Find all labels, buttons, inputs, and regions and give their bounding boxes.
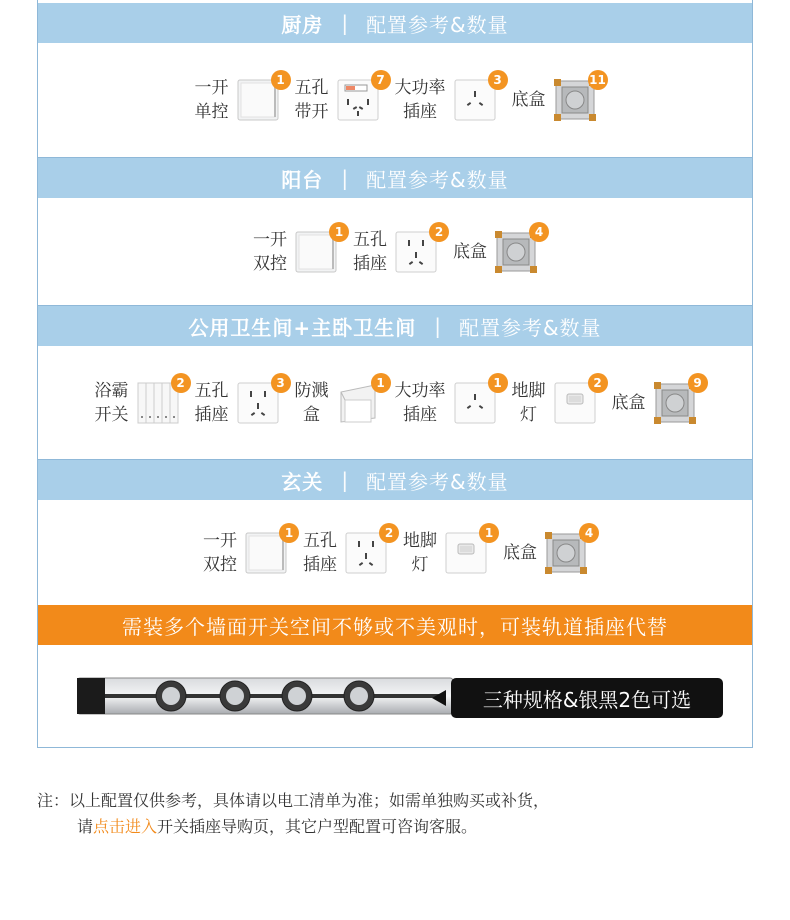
count-badge: 1	[271, 70, 291, 90]
section-body-kitchen	[38, 43, 752, 158]
section-body-entrance	[38, 500, 752, 605]
socket5-icon	[395, 224, 444, 273]
switch-icon	[237, 73, 285, 121]
section-body-bathroom	[38, 346, 752, 460]
config-item	[194, 375, 285, 427]
item-label: 一开 双控	[203, 530, 237, 575]
config-item	[294, 73, 385, 124]
divider: |	[434, 314, 441, 338]
config-item	[611, 375, 702, 424]
item-label: 五孔 插座	[194, 380, 229, 425]
count-badge: 2	[171, 373, 191, 393]
box-icon	[654, 375, 702, 424]
item-label: 地脚 灯	[403, 530, 437, 575]
item-label: 一开 双控	[253, 229, 287, 274]
item-label: 防溅 盒	[294, 380, 329, 425]
count-badge: 4	[579, 523, 599, 543]
item-row	[38, 43, 752, 157]
track-socket-banner: 需装多个墙面开关空间不够或不美观时，可装轨道插座代替	[38, 605, 752, 645]
bath-icon	[137, 375, 185, 424]
socket-switch-icon	[337, 73, 385, 121]
socket5-icon	[345, 525, 394, 574]
config-item	[94, 375, 185, 427]
count-badge: 1	[279, 523, 299, 543]
box-icon	[554, 73, 606, 121]
section-subtitle: 配置参考&数量	[458, 315, 602, 340]
section-body-balcony	[38, 198, 752, 306]
note-prefix: 请	[77, 817, 94, 836]
section-subtitle: 配置参考&数量	[366, 167, 509, 192]
divider: |	[341, 11, 349, 35]
count-badge: 9	[688, 373, 708, 393]
count-badge: 2	[379, 523, 399, 543]
section-title: 阳台	[281, 167, 324, 192]
config-item	[453, 224, 544, 273]
config-item	[203, 525, 294, 577]
count-badge: 3	[271, 373, 291, 393]
config-item	[194, 73, 285, 124]
divider: |	[341, 468, 349, 492]
config-item	[403, 525, 494, 577]
count-badge: 7	[371, 70, 391, 90]
switch-icon	[245, 525, 294, 574]
divider: |	[341, 166, 349, 190]
config-item	[511, 73, 606, 121]
section-subtitle: 配置参考&数量	[366, 469, 509, 494]
config-item	[353, 224, 444, 276]
item-label: 底盒	[511, 90, 546, 110]
item-label: 五孔 插座	[303, 530, 337, 575]
count-badge: 3	[488, 70, 508, 90]
section-title: 厨房	[281, 12, 324, 37]
item-label: 底盒	[611, 392, 646, 413]
count-badge: 1	[371, 373, 391, 393]
spec-tag: 三种规格&银黑2色可选	[451, 678, 723, 718]
count-badge: 2	[429, 222, 449, 242]
footlight-icon	[554, 375, 602, 424]
count-badge: 11	[588, 70, 608, 90]
item-label: 五孔 插座	[353, 229, 387, 274]
section-header-entrance	[38, 460, 752, 500]
item-label: 五孔 带开	[294, 78, 329, 122]
config-item	[394, 73, 502, 124]
item-row	[38, 346, 752, 459]
count-badge: 1	[479, 523, 499, 543]
count-badge: 2	[588, 373, 608, 393]
box-icon	[495, 224, 544, 273]
item-label: 大功率 插座	[394, 380, 446, 425]
box-icon	[545, 525, 594, 574]
config-item	[394, 375, 502, 427]
section-header-kitchen	[38, 3, 752, 43]
note-suffix: 开关插座导购页，其它户型配置可咨询客服。	[157, 817, 478, 836]
count-badge: 1	[329, 222, 349, 242]
splash-icon	[337, 375, 385, 424]
count-badge: 4	[529, 222, 549, 242]
switch-icon	[295, 224, 344, 273]
config-item	[511, 375, 602, 427]
note-line-1: 注：以上配置仅供参考，具体请以电工清单为准；如需单独购买或补货，	[37, 791, 550, 810]
item-label: 底盒	[503, 542, 537, 563]
socket3-icon	[454, 73, 502, 121]
footnote	[37, 788, 549, 840]
config-item	[503, 525, 594, 574]
socket5-icon	[237, 375, 285, 424]
item-row	[38, 500, 752, 605]
item-label: 浴霸 开关	[94, 380, 129, 425]
item-label: 底盒	[453, 241, 487, 262]
guide-link[interactable]: 点击进入	[93, 817, 158, 836]
section-header-balcony	[38, 158, 752, 198]
footlight-icon	[445, 525, 494, 574]
item-label: 大功率 插座	[394, 78, 446, 122]
section-title: 玄关	[281, 469, 324, 494]
socket3-icon	[454, 375, 502, 424]
section-title: 公用卫生间+主卧卫生间	[188, 315, 417, 340]
item-row	[38, 198, 752, 305]
config-item	[303, 525, 394, 577]
count-badge: 1	[488, 373, 508, 393]
section-header-bathroom	[38, 306, 752, 346]
note-line-2	[37, 814, 549, 840]
item-label: 地脚 灯	[511, 380, 546, 425]
section-subtitle: 配置参考&数量	[366, 12, 509, 37]
config-frame	[37, 0, 753, 748]
track-socket-image	[77, 672, 457, 720]
config-item	[294, 375, 385, 427]
item-label: 一开 单控	[194, 78, 229, 122]
config-item	[253, 224, 344, 276]
tag-arrow-icon	[432, 690, 446, 706]
